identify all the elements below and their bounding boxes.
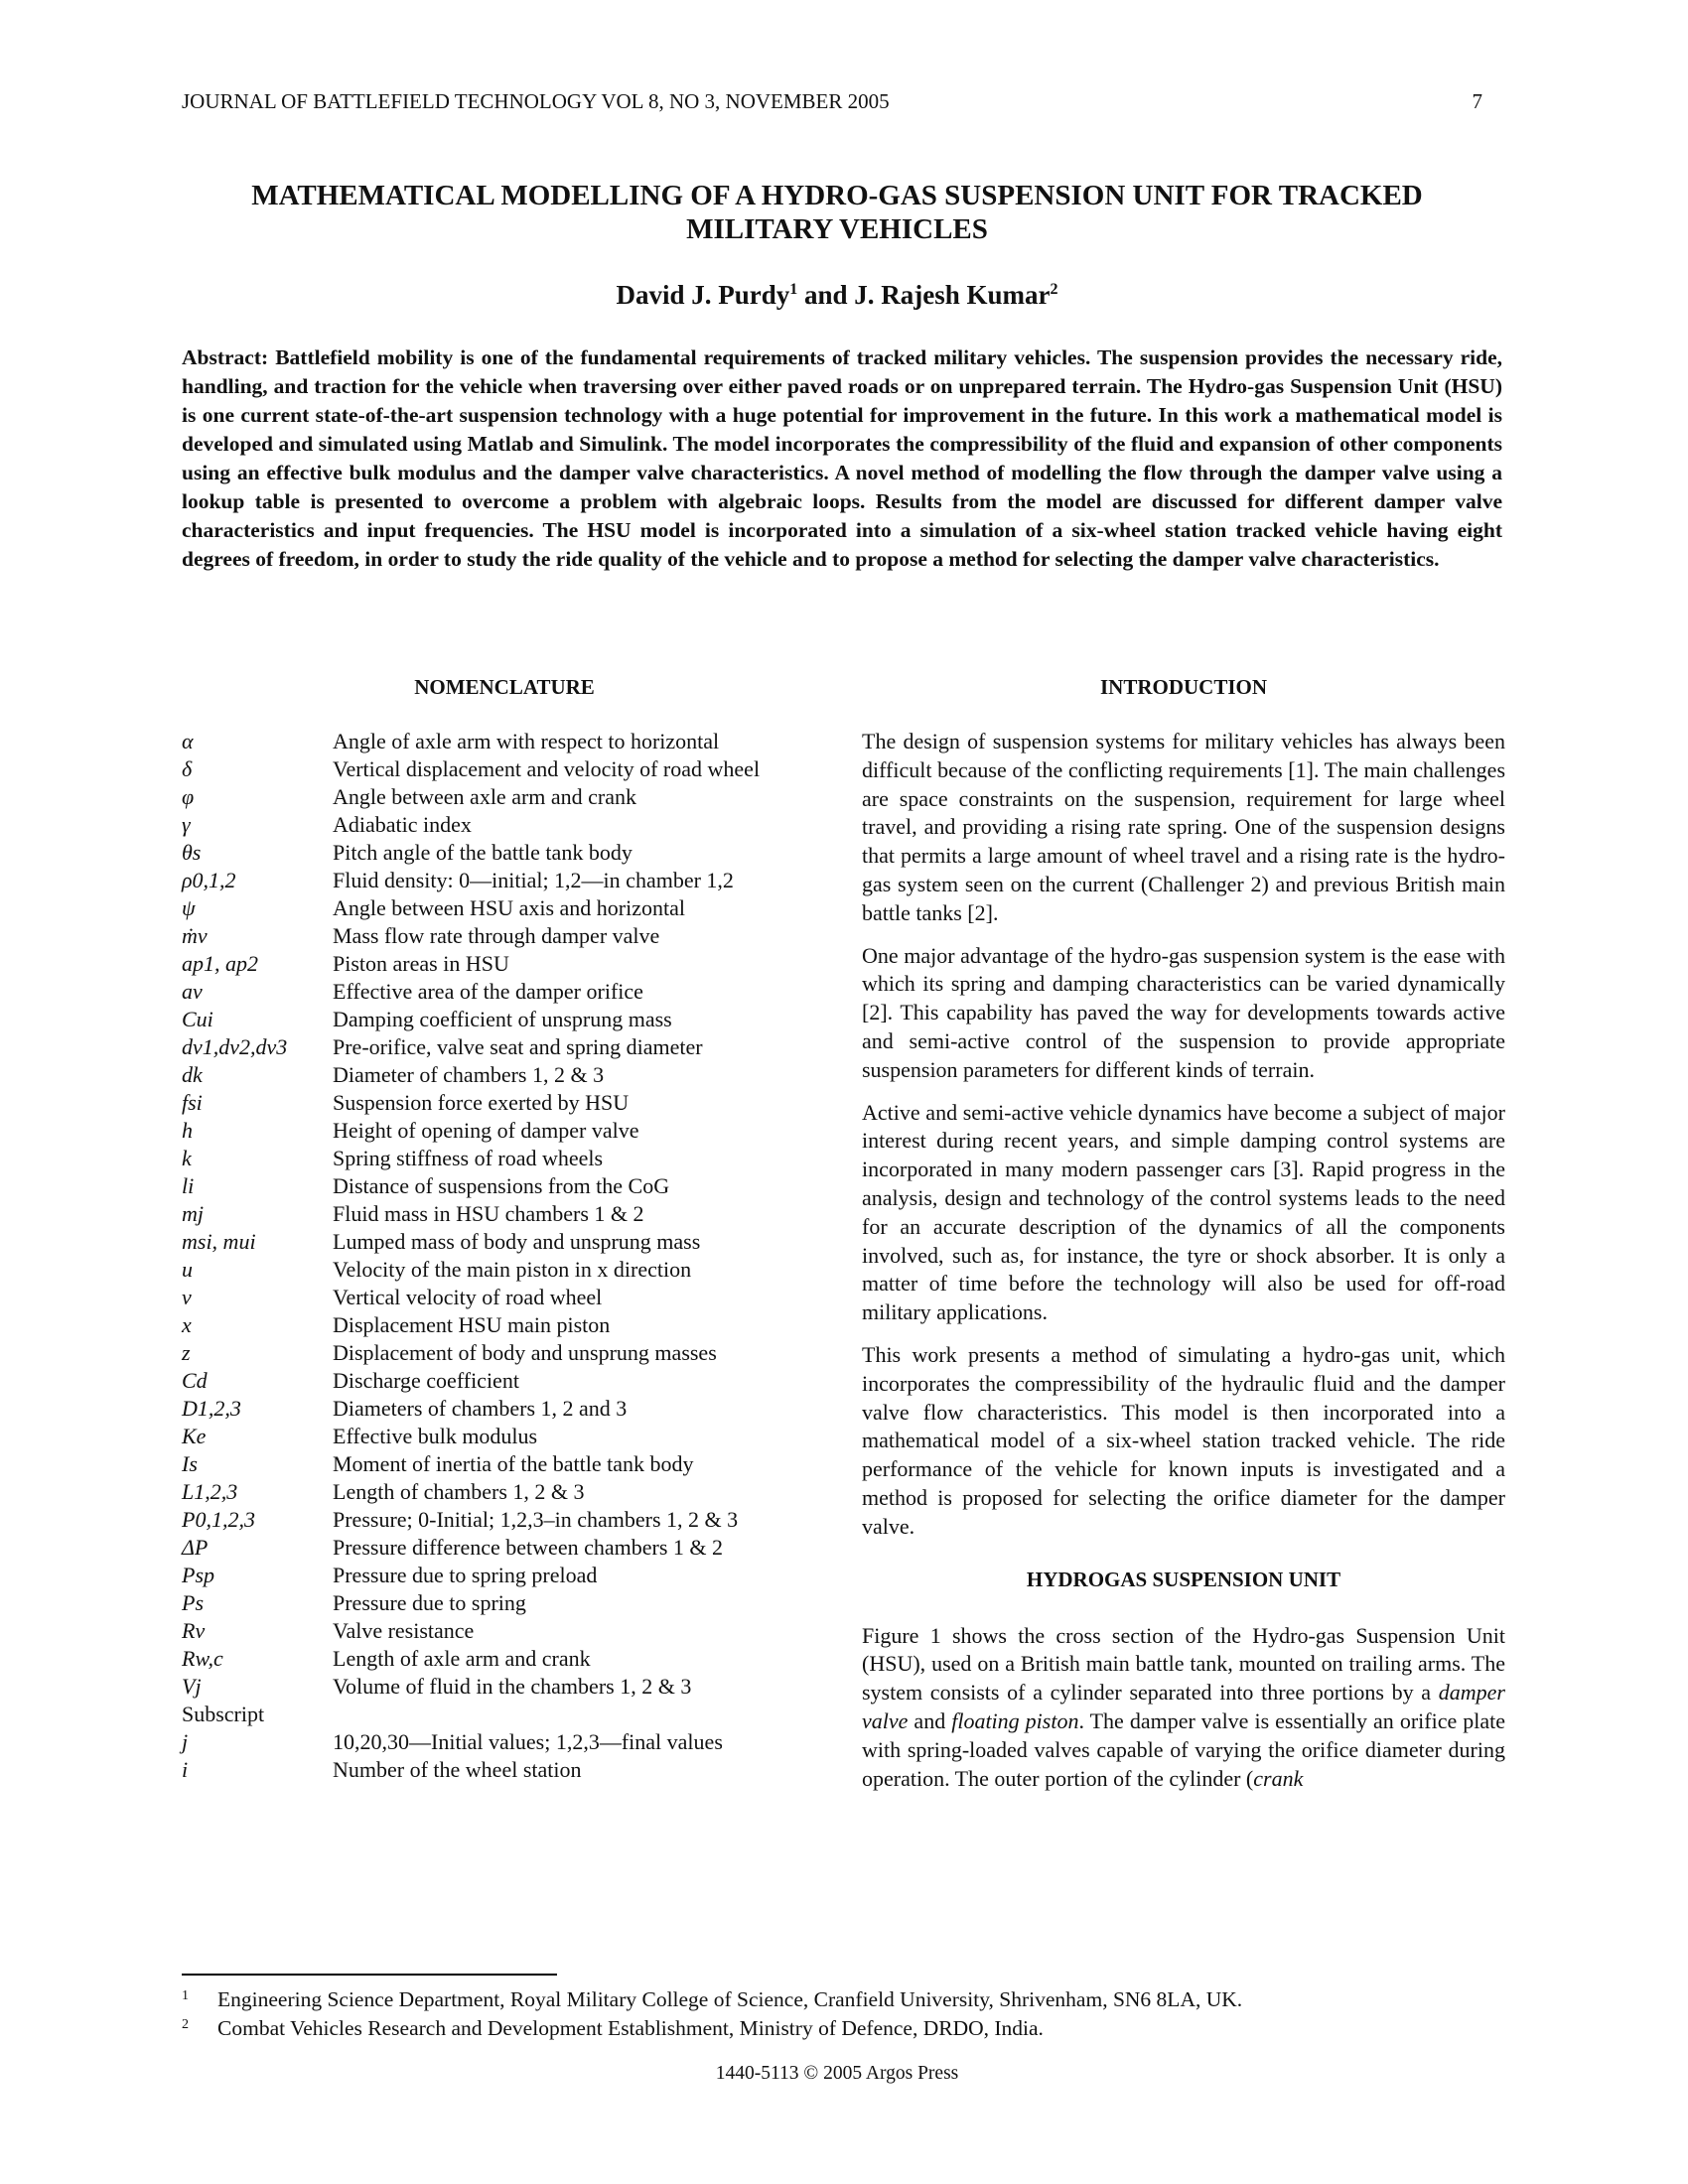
nomenclature-symbol: θs: [182, 840, 202, 865]
abstract: Abstract: Battlefield mobility is one of the fundamental requirements of tracked military vehicles. The suspension provides the necessary ride, handling, and traction for the vehicle when traversing over either paved roads or on unprepared terrain. The Hydro-gas Suspension Unit (HSU) is one current state-of-the-art suspension technology with a huge potential for improvement in the future. In this work a mathematical model is developed and simulated using Matlab and Simulink. The model incorporates the compressibility of the fluid and expansion of other components using an effective bulk modulus and the damper valve characteristics. A novel method of modelling the flow through the damper valve using a lookup table is presented to overcome a problem with algebraic loops. Results from the model are discussed for different damper valve characteristics and input frequencies. The HSU model is incorporated into a simulation of a six-wheel station tracked vehicle having eight degrees of freedom, in order to study the ride quality of the vehicle and to propose a method for selecting the damper valve characteristics.: [182, 345, 1502, 571]
running-header: [182, 89, 1482, 114]
nomenclature-symbol: Rv: [182, 1618, 206, 1643]
nomenclature-heading: NOMENCLATURE: [414, 675, 595, 699]
nomenclature-row: [182, 1339, 827, 1367]
nomenclature-description: Volume of fluid in the chambers 1, 2 & 3: [333, 1674, 692, 1699]
authors: [182, 280, 1492, 311]
nomenclature-row: [182, 1617, 827, 1645]
nomenclature-description: Length of chambers 1, 2 & 3: [333, 1479, 585, 1504]
hydrogas-em-damper-valve: damper valve: [862, 1680, 1505, 1733]
nomenclature-description: Pitch angle of the battle tank body: [333, 840, 633, 865]
nomenclature-description: Angle between axle arm and crank: [333, 784, 637, 809]
hydrogas-em-floating-piston: floating piston: [951, 1707, 1079, 1733]
introduction-column: [862, 675, 1505, 1807]
nomenclature-row: [182, 1673, 827, 1701]
journal-header: JOURNAL OF BATTLEFIELD TECHNOLOGY VOL 8, NO 3, NOVEMBER 2005: [182, 89, 890, 113]
nomenclature-description: Velocity of the main piston in x direction: [333, 1257, 692, 1282]
nomenclature-row: [182, 1562, 827, 1589]
nomenclature-row: [182, 978, 827, 1006]
footnote-1: [182, 1985, 1502, 2014]
nomenclature-description: Valve resistance: [333, 1618, 475, 1643]
subscript-symbol: i: [182, 1757, 189, 1782]
nomenclature-description: Pressure; 0-Initial; 1,2,3–in chambers 1, 2 & 3: [333, 1507, 739, 1532]
nomenclature-row: [182, 1506, 827, 1534]
nomenclature-row: [182, 1478, 827, 1506]
nomenclature-row: [182, 783, 827, 811]
nomenclature-symbol: L1,2,3: [182, 1479, 238, 1504]
nomenclature-description: Pre-orifice, valve seat and spring diameter: [333, 1034, 703, 1059]
nomenclature-description: Effective bulk modulus: [333, 1424, 538, 1448]
subscript-row: [182, 1756, 827, 1784]
title-line-1: MATHEMATICAL MODELLING OF A HYDRO-GAS SUSPENSION UNIT FOR TRACKED: [251, 180, 1423, 211]
nomenclature-symbol: Rw,c: [182, 1646, 223, 1671]
nomenclature-description: Damping coefficient of unsprung mass: [333, 1007, 672, 1031]
nomenclature-row: [182, 1534, 827, 1562]
hydrogas-text-a: Figure 1 shows the cross section of the Hydro-gas Suspension Unit (HSU), used on a British main battle tank, mounted on trailing arms. The system consists of a cylinder separated into three portions by a: [862, 1622, 1505, 1706]
nomenclature-description: Displacement of body and unsprung masses: [333, 1340, 717, 1365]
nomenclature-symbol: Ps: [182, 1590, 204, 1615]
nomenclature-row: [182, 755, 827, 783]
nomenclature-row: [182, 867, 827, 894]
nomenclature-description: Fluid mass in HSU chambers 1 & 2: [333, 1201, 644, 1226]
nomenclature-description: Diameter of chambers 1, 2 & 3: [333, 1062, 605, 1087]
nomenclature-symbol: ψ: [182, 895, 196, 920]
hydrogas-text-c: . The damper valve is essentially an orifice plate with spring-loaded valves capable of varying the orifice diameter during operation. The outer portion of the cylinder (: [862, 1707, 1506, 1791]
paper-title: [182, 179, 1492, 246]
nomenclature-row: [182, 922, 827, 950]
nomenclature-description: Effective area of the damper orifice: [333, 979, 643, 1004]
nomenclature-row: [182, 1423, 827, 1450]
author-2-mark: 2: [1050, 281, 1058, 298]
nomenclature-description: Vertical velocity of road wheel: [333, 1285, 603, 1309]
nomenclature-description: Piston areas in HSU: [333, 951, 509, 976]
footnote-1-number: 1: [182, 1988, 189, 2003]
nomenclature-description: Discharge coefficient: [333, 1368, 519, 1393]
nomenclature-symbol: dv1,dv2,dv3: [182, 1034, 288, 1059]
nomenclature-symbol: Cd: [182, 1368, 208, 1393]
nomenclature-symbol: v: [182, 1285, 192, 1309]
nomenclature-row: [182, 1061, 827, 1089]
nomenclature-row: [182, 1172, 827, 1200]
footnote-2: [182, 2014, 1502, 2043]
subscript-description: Number of the wheel station: [333, 1757, 582, 1782]
nomenclature-symbol: x: [182, 1312, 192, 1337]
nomenclature-symbol: av: [182, 979, 203, 1004]
nomenclature-symbol: P0,1,2,3: [182, 1507, 255, 1532]
nomenclature-description: Mass flow rate through damper valve: [333, 923, 660, 948]
subscript-symbol: j: [182, 1729, 189, 1754]
nomenclature-symbol: D1,2,3: [182, 1396, 241, 1421]
nomenclature-column: [182, 675, 827, 1784]
nomenclature-description: Fluid density: 0—initial; 1,2—in chamber 1,2: [333, 868, 734, 892]
nomenclature-row: [182, 1117, 827, 1145]
nomenclature-row: [182, 1450, 827, 1478]
nomenclature-description: Moment of inertia of the battle tank body: [333, 1451, 694, 1476]
nomenclature-description: Vertical displacement and velocity of road wheel: [333, 756, 761, 781]
subscript-description: 10,20,30—Initial values; 1,2,3—final values: [333, 1729, 723, 1754]
nomenclature-row: [182, 1395, 827, 1423]
author-2: J. Rajesh Kumar: [854, 280, 1051, 310]
nomenclature-description: Pressure due to spring preload: [333, 1563, 598, 1587]
nomenclature-row: [182, 1228, 827, 1256]
nomenclature-symbol: fsi: [182, 1090, 203, 1115]
footnote-2-number: 2: [182, 2017, 189, 2032]
author-1: David J. Purdy: [616, 280, 790, 310]
nomenclature-description: Length of axle arm and crank: [333, 1646, 591, 1671]
intro-paragraph-2: One major advantage of the hydro-gas suspension system is the ease with which its spring and damping characteristics can be varied dynamically [2]. This capability has paved the way for developments towards active and semi-active control of the suspension to provide appropriate suspension parameters for different kinds of terrain.: [862, 942, 1505, 1082]
nomenclature-symbol: h: [182, 1118, 193, 1143]
nomenclature-description: Diameters of chambers 1, 2 and 3: [333, 1396, 628, 1421]
intro-paragraph-4: This work presents a method of simulating a hydro-gas unit, which incorporates the compressibility of the hydraulic fluid and the damper valve flow characteristics. This model is then incorporated into a mathematical model of a six-wheel station tracked vehicle. The ride performance of the vehicle for known inputs is investigated and a method is proposed for selecting the orifice diameter for the damper valve.: [862, 1341, 1505, 1539]
nomenclature-row: [182, 1311, 827, 1339]
nomenclature-symbol: Cui: [182, 1007, 213, 1031]
nomenclature-description: Angle between HSU axis and horizontal: [333, 895, 685, 920]
nomenclature-description: Pressure difference between chambers 1 & 2: [333, 1535, 723, 1560]
nomenclature-row: [182, 839, 827, 867]
nomenclature-symbol: ap1, ap2: [182, 951, 258, 976]
nomenclature-row: [182, 1589, 827, 1617]
nomenclature-row: [182, 1367, 827, 1395]
hydrogas-heading: HYDROGAS SUSPENSION UNIT: [1026, 1567, 1341, 1591]
nomenclature-row: [182, 1006, 827, 1033]
nomenclature-description: Displacement HSU main piston: [333, 1312, 611, 1337]
author-1-mark: 1: [789, 281, 798, 298]
nomenclature-symbol: φ: [182, 784, 195, 809]
intro-paragraph-3: Active and semi-active vehicle dynamics have become a subject of major interest during recent years, and simple damping control systems are incorporated in many modern passenger cars [3]. Rapid progress in the analysis, design and technology of the control systems leads to the need for an accurate description of the dynamics of all the components involved, such as, for instance, the tyre or shock absorber. It is only a matter of time before the technology will also be used for off-road military applications.: [862, 1099, 1505, 1325]
nomenclature-description: Pressure due to spring: [333, 1590, 526, 1615]
hydrogas-paragraph-1: [862, 1622, 1505, 1794]
nomenclature-table: [182, 728, 827, 1701]
nomenclature-symbol: γ: [182, 812, 191, 837]
nomenclature-row: [182, 894, 827, 922]
intro-paragraph-1: The design of suspension systems for military vehicles has always been difficult because of the conflicting requirements [1]. The main challenges are space constraints on the suspension, requirement for large wheel travel, and providing a rising rate spring. One of the suspension designs that permits a large amount of wheel travel and a rising rate is the hydro-gas system seen on the current (Challenger 2) and previous British main battle tanks [2].: [862, 729, 1505, 925]
nomenclature-symbol: Ke: [182, 1424, 207, 1448]
introduction-heading: INTRODUCTION: [1099, 675, 1268, 699]
nomenclature-symbol: ṁv: [182, 923, 208, 948]
nomenclature-symbol: δ: [182, 756, 193, 781]
footnote-2-text: Combat Vehicles Research and Development Establishment, Ministry of Defence, DRDO, India.: [217, 2016, 1044, 2040]
hydrogas-em-crank: crank: [1253, 1765, 1304, 1791]
nomenclature-symbol: Vj: [182, 1674, 202, 1699]
nomenclature-row: [182, 1256, 827, 1284]
nomenclature-symbol: ΔP: [182, 1535, 209, 1560]
nomenclature-symbol: Psp: [182, 1563, 214, 1587]
nomenclature-symbol: u: [182, 1257, 193, 1282]
nomenclature-symbol: mj: [182, 1201, 204, 1226]
nomenclature-description: Distance of suspensions from the CoG: [333, 1173, 670, 1198]
nomenclature-row: [182, 1200, 827, 1228]
nomenclature-row: [182, 1145, 827, 1172]
nomenclature-row: [182, 1033, 827, 1061]
page-number: 7: [1472, 89, 1482, 113]
nomenclature-symbol: z: [182, 1340, 191, 1365]
nomenclature-row: [182, 950, 827, 978]
author-connector: and: [803, 280, 848, 310]
nomenclature-description: Spring stiffness of road wheels: [333, 1146, 604, 1170]
nomenclature-symbol: dk: [182, 1062, 203, 1087]
nomenclature-symbol: Is: [182, 1451, 198, 1476]
subscript-label: Subscript: [182, 1702, 265, 1726]
nomenclature-row: [182, 1645, 827, 1673]
nomenclature-row: [182, 1089, 827, 1117]
nomenclature-row: [182, 1284, 827, 1311]
hydrogas-text-b: and: [908, 1707, 952, 1733]
nomenclature-row: [182, 811, 827, 839]
nomenclature-description: Adiabatic index: [333, 812, 472, 837]
nomenclature-description: Height of opening of damper valve: [333, 1118, 639, 1143]
copyright-footer: 1440-5113 © 2005 Argos Press: [715, 2063, 959, 2084]
nomenclature-row: [182, 728, 827, 755]
nomenclature-description: Lumped mass of body and unsprung mass: [333, 1229, 701, 1254]
footnote-rule: [182, 1974, 557, 1976]
title-line-2: MILITARY VEHICLES: [686, 213, 988, 245]
subscript-row: [182, 1728, 827, 1756]
footnote-1-text: Engineering Science Department, Royal Military College of Science, Cranfield University, Shrivenham, SN6 8LA, UK.: [217, 1987, 1243, 2011]
nomenclature-description: Angle of axle arm with respect to horizontal: [333, 729, 720, 753]
nomenclature-symbol: k: [182, 1146, 192, 1170]
nomenclature-symbol: ρ0,1,2: [182, 868, 236, 892]
nomenclature-symbol: α: [182, 729, 194, 753]
subscript-table: [182, 1728, 827, 1784]
nomenclature-description: Suspension force exerted by HSU: [333, 1090, 630, 1115]
nomenclature-symbol: li: [182, 1173, 195, 1198]
footnotes: [182, 1985, 1502, 2043]
nomenclature-symbol: msi, mui: [182, 1229, 256, 1254]
